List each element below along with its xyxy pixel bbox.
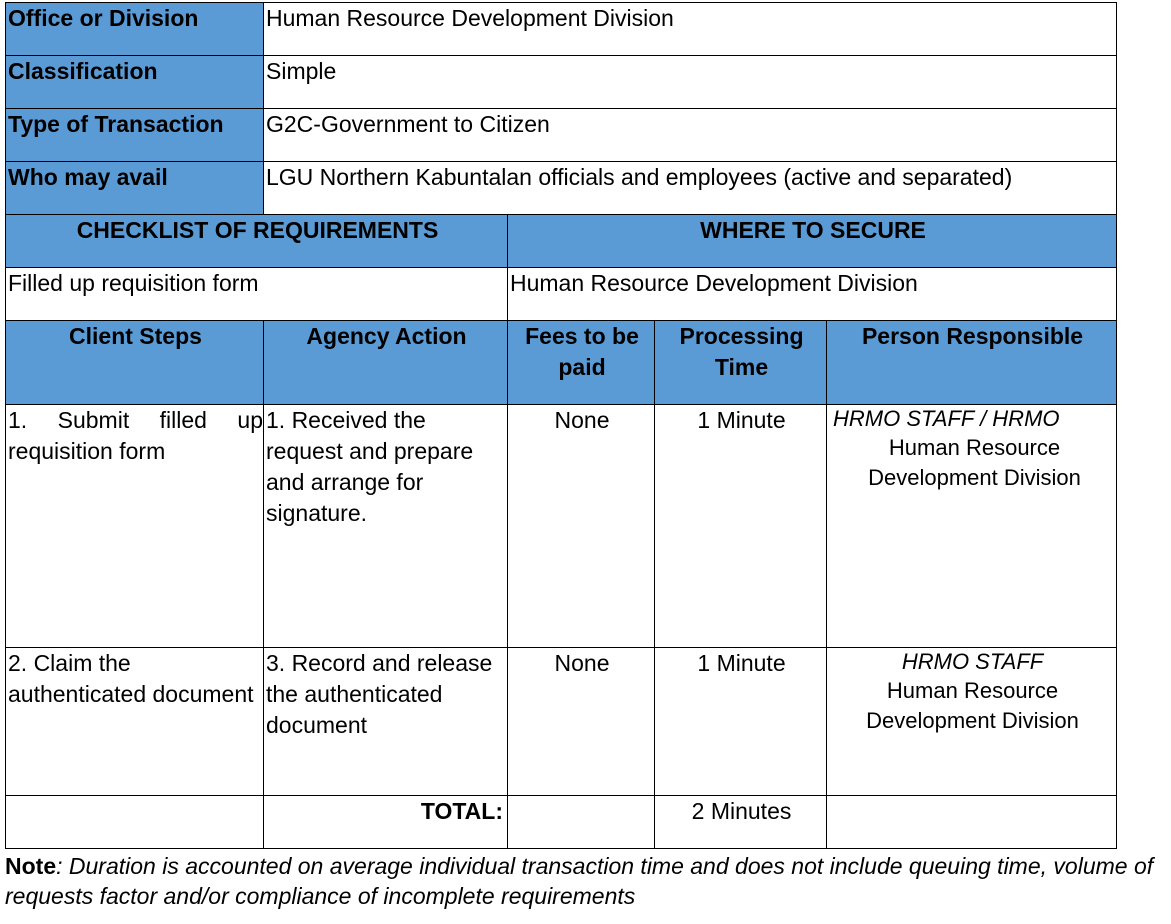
- note-label: Note: [5, 853, 57, 879]
- requirement-where: Human Resource Development Division: [508, 268, 1117, 321]
- office-label: Office or Division: [6, 3, 264, 56]
- table-row: [6, 648, 1117, 796]
- requirements-row: [6, 268, 1117, 321]
- transaction-label: Type of Transaction: [6, 109, 264, 162]
- person-role: HRMO STAFF / HRMO: [833, 406, 1060, 431]
- total-label: TOTAL:: [264, 796, 508, 849]
- transaction-row: [6, 109, 1117, 162]
- avail-value: LGU Northern Kabuntalan officials and employees (active and separated): [264, 162, 1117, 215]
- person-role: HRMO STAFF: [901, 649, 1044, 674]
- fees-header-line1: Fees to be: [525, 323, 639, 349]
- time-header-line1: Processing: [679, 323, 804, 349]
- note-text: : Duration is accounted on average individual transaction time and does not include queuing time, volume of requests factor and/or compliance of incomplete requirements: [5, 853, 1154, 909]
- table-row: [6, 405, 1117, 648]
- classification-label: Classification: [6, 56, 264, 109]
- office-value: Human Resource Development Division: [264, 3, 1117, 56]
- client-step: 1. Submit filled up requisition form: [6, 405, 264, 648]
- fees-header: [508, 321, 655, 405]
- classification-row: [6, 56, 1117, 109]
- checklist-header: CHECKLIST OF REQUIREMENTS: [6, 215, 508, 268]
- fees-value: None: [508, 648, 655, 796]
- client-step: 2. Claim the authenticated document: [6, 648, 264, 796]
- where-header: WHERE TO SECURE: [508, 215, 1117, 268]
- time-header-line2: Time: [714, 354, 769, 380]
- fees-value: None: [508, 405, 655, 648]
- person-responsible: [827, 405, 1117, 648]
- requirement-item: Filled up requisition form: [6, 268, 508, 321]
- steps-header-row: [6, 321, 1117, 405]
- processing-time-value: 1 Minute: [655, 405, 827, 648]
- person-dept-line2: Development Division: [866, 708, 1079, 733]
- total-fees-cell: [508, 796, 655, 849]
- classification-value: Simple: [264, 56, 1117, 109]
- total-row: [6, 796, 1117, 849]
- person-dept-line2: Development Division: [868, 465, 1081, 490]
- person-dept-line1: Human Resource: [886, 678, 1059, 703]
- note: [5, 851, 1171, 911]
- office-row: [6, 3, 1117, 56]
- avail-row: [6, 162, 1117, 215]
- agency-action-header: Agency Action: [264, 321, 508, 405]
- processing-time-value: 1 Minute: [655, 648, 827, 796]
- total-time: 2 Minutes: [655, 796, 827, 849]
- avail-label: Who may avail: [6, 162, 264, 215]
- processing-time-header: [655, 321, 827, 405]
- client-steps-header: Client Steps: [6, 321, 264, 405]
- person-dept-line1: Human Resource: [888, 435, 1061, 460]
- agency-action: 3. Record and release the authenticated document: [264, 648, 508, 796]
- transaction-value: G2C-Government to Citizen: [264, 109, 1117, 162]
- agency-action: 1. Received the request and prepare and arrange for signature.: [264, 405, 508, 648]
- fees-header-line2: paid: [558, 354, 606, 380]
- total-person-cell: [827, 796, 1117, 849]
- citizens-charter-table: [5, 2, 1116, 849]
- person-responsible: [827, 648, 1117, 796]
- requirements-header-row: [6, 215, 1117, 268]
- person-responsible-header: Person Responsible: [827, 321, 1117, 405]
- service-table: [5, 2, 1117, 849]
- total-empty-cell: [6, 796, 264, 849]
